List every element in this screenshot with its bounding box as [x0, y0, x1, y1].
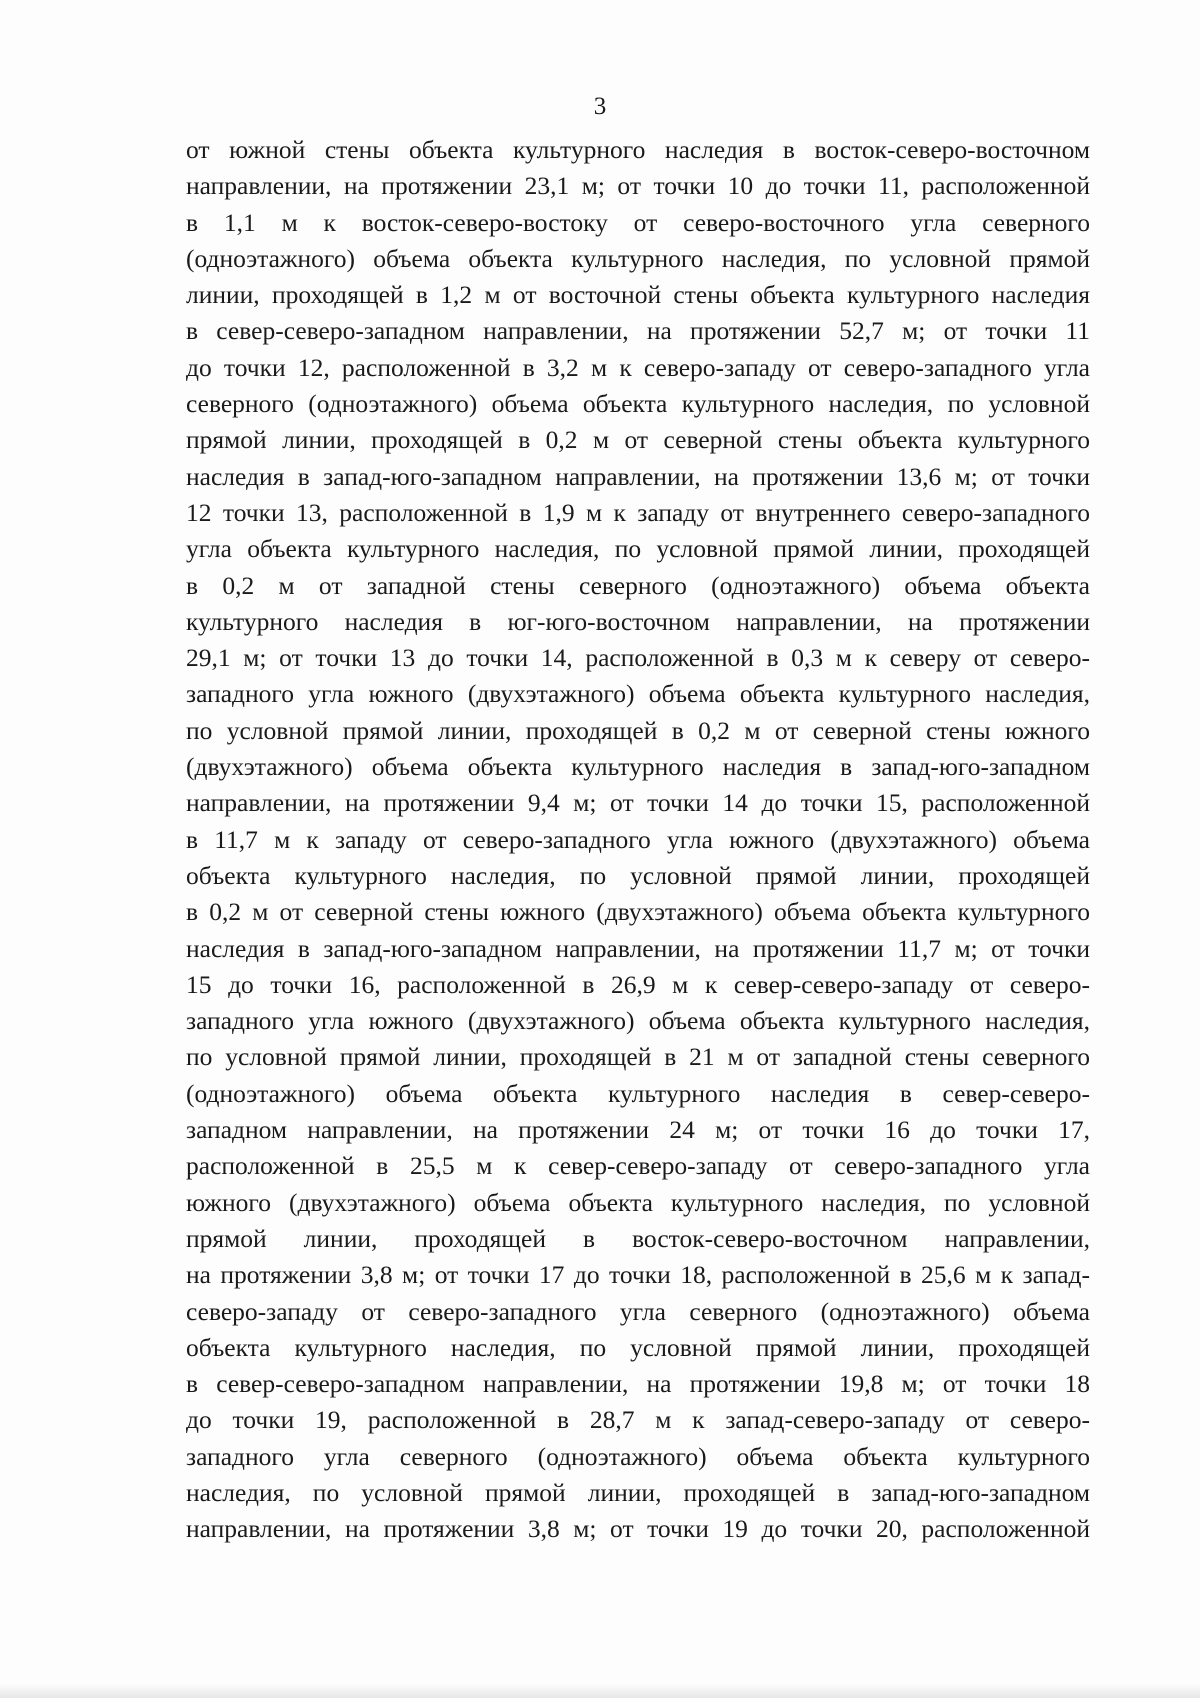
text-line: 29,1 м; от точки 13 до точки 14, расположенной в 0,3 м к северу от северо-: [186, 643, 1090, 673]
text-line: западного угла южного (двухэтажного) объема объекта культурного наследия,: [186, 1006, 1090, 1036]
text-line: направлении, на протяжении 9,4 м; от точки 14 до точки 15, расположенной: [186, 788, 1090, 818]
text-line: наследия, по условной прямой линии, проходящей в запад-юго-западном: [186, 1477, 1090, 1507]
text-line: южного (двухэтажного) объема объекта культурного наследия, по условной: [186, 1187, 1090, 1217]
text-line: в 1,1 м к восток-северо-востоку от северо-восточного угла северного: [186, 207, 1090, 237]
text-line: 15 до точки 16, расположенной в 26,9 м к север-северо-западу от северо-: [186, 969, 1090, 999]
text-line: прямой линии, проходящей в восток-северо-восточном направлении,: [186, 1223, 1090, 1253]
text-line: от южной стены объекта культурного наследия в восток-северо-восточном: [186, 135, 1090, 164]
text-line: западного угла северного (одноэтажного) объема объекта культурного: [186, 1441, 1090, 1471]
text-line: западного угла южного (двухэтажного) объема объекта культурного наследия,: [186, 679, 1090, 709]
text-line: наследия в запад-юго-западном направлении, на протяжении 11,7 м; от точки: [186, 933, 1090, 963]
text-line: северного (одноэтажного) объема объекта культурного наследия, по условной: [186, 389, 1090, 419]
text-line: направлении, на протяжении 3,8 м; от точки 19 до точки 20, расположенной: [186, 1514, 1090, 1544]
text-line: по условной прямой линии, проходящей в 0,2 м от северной стены южного: [186, 715, 1090, 745]
text-line: (одноэтажного) объема объекта культурного наследия, по условной прямой: [186, 243, 1090, 273]
text-line: до точки 19, расположенной в 28,7 м к запад-северо-западу от северо-: [186, 1405, 1090, 1435]
text-line: западном направлении, на протяжении 24 м; от точки 16 до точки 17,: [186, 1115, 1090, 1145]
text-line: в 0,2 м от северной стены южного (двухэтажного) объема объекта культурного: [186, 897, 1090, 927]
text-line: 12 точки 13, расположенной в 1,9 м к западу от внутреннего северо-западного: [186, 497, 1090, 527]
text-line: в север-северо-западном направлении, на протяжении 19,8 м; от точки 18: [186, 1369, 1090, 1399]
text-line: расположенной в 25,5 м к север-северо-западу от северо-западного угла: [186, 1151, 1090, 1181]
text-line: до точки 12, расположенной в 3,2 м к северо-западу от северо-западного угла: [186, 352, 1090, 382]
text-line: наследия в запад-юго-западном направлении, на протяжении 13,6 м; от точки: [186, 461, 1090, 491]
page-number: 3: [593, 93, 607, 120]
body-text: [186, 132, 1090, 1548]
text-line: по условной прямой линии, проходящей в 21 м от западной стены северного: [186, 1042, 1090, 1072]
text-line: на протяжении 3,8 м; от точки 17 до точки 18, расположенной в 25,6 м к запад-: [186, 1260, 1090, 1290]
text-line: в 0,2 м от западной стены северного (одноэтажного) объема объекта: [186, 570, 1090, 600]
text-line: (одноэтажного) объема объекта культурного наследия в север-северо-: [186, 1078, 1090, 1108]
text-line: направлении, на протяжении 23,1 м; от точки 10 до точки 11, расположенной: [186, 171, 1090, 201]
text-line: угла объекта культурного наследия, по условной прямой линии, проходящей: [186, 534, 1090, 564]
text-line: культурного наследия в юг-юго-восточном направлении, на протяжении: [186, 606, 1090, 636]
text-line: объекта культурного наследия, по условной прямой линии, проходящей: [186, 860, 1090, 890]
text-line: прямой линии, проходящей в 0,2 м от северной стены объекта культурного: [186, 425, 1090, 455]
text-line: в 11,7 м к западу от северо-западного угла южного (двухэтажного) объема: [186, 824, 1090, 854]
text-line: линии, проходящей в 1,2 м от восточной стены объекта культурного наследия: [186, 280, 1090, 310]
text-line: северо-западу от северо-западного угла северного (одноэтажного) объема: [186, 1296, 1090, 1326]
text-line: (двухэтажного) объема объекта культурного наследия в запад-юго-западном: [186, 752, 1090, 782]
text-line: в север-северо-западном направлении, на протяжении 52,7 м; от точки 11: [186, 316, 1090, 346]
scan-edge: [0, 1684, 1200, 1698]
text-line: объекта культурного наследия, по условной прямой линии, проходящей: [186, 1332, 1090, 1362]
